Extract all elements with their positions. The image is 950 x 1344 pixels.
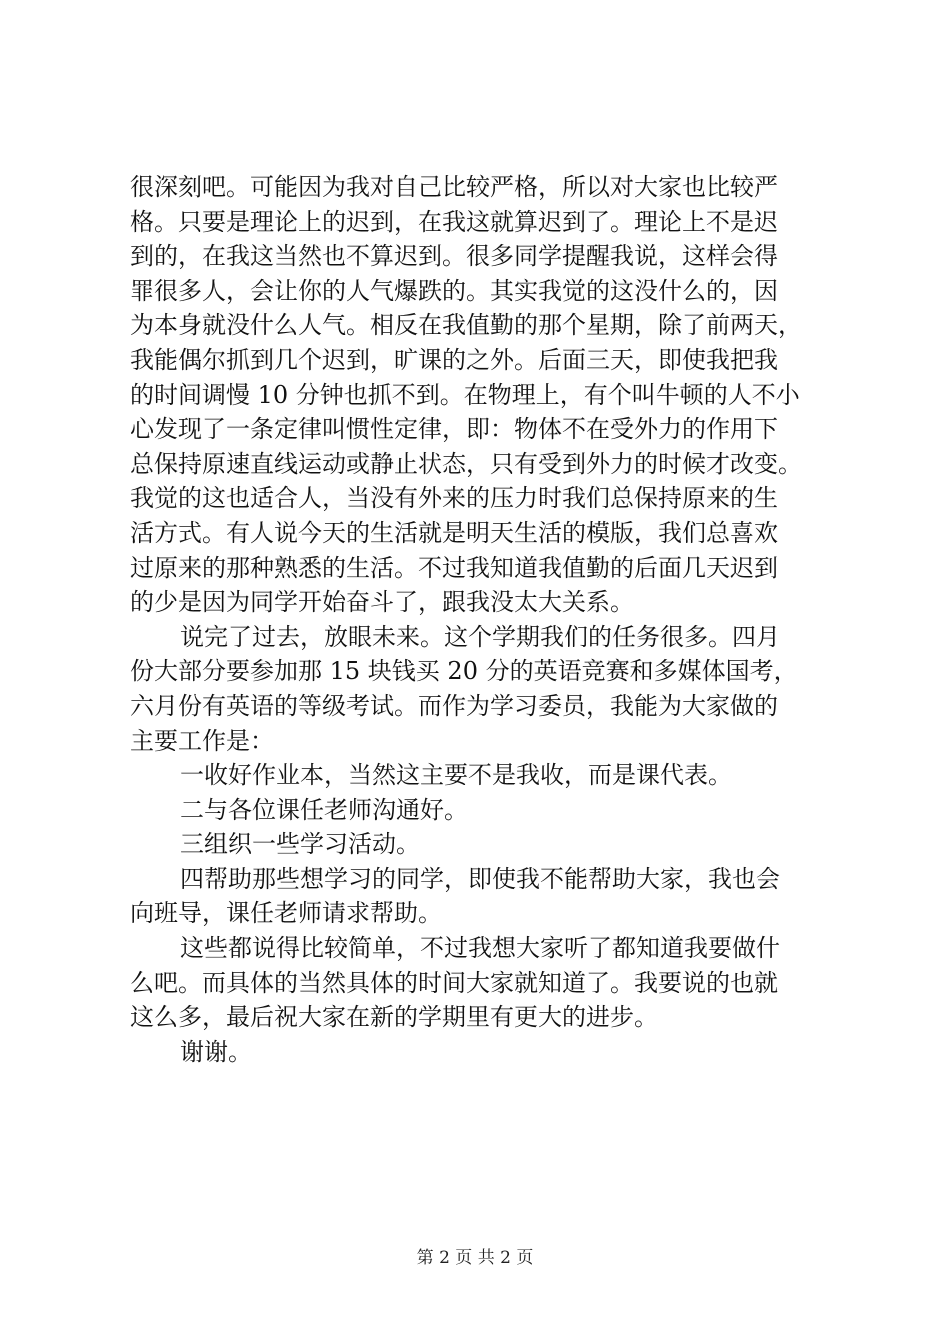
text-line: 到的，在我这当然也不算迟到。很多同学提醒我说，这样会得: [130, 242, 778, 271]
text-line: 四帮助那些想学习的同学，即使我不能帮助大家，我也会: [180, 864, 780, 893]
text-line: 为本身就没什么人气。相反在我值勤的那个星期，除了前两天，: [130, 311, 802, 340]
text-line: 格。只要是理论上的迟到，在我这就算迟到了。理论上不是迟: [130, 207, 778, 236]
text-line: 谢谢。: [180, 1037, 252, 1066]
text-line: 活方式。有人说今天的生活就是明天生活的模版，我们总喜欢: [130, 518, 778, 547]
text-line: 我能偶尔抓到几个迟到，旷课的之外。后面三天，即使我把我: [130, 345, 778, 374]
text-line: 过原来的那种熟悉的生活。不过我知道我值勤的后面几天迟到: [130, 553, 778, 582]
text-line: 心发现了一条定律叫惯性定律，即：物体不在受外力的作用下: [130, 415, 778, 444]
page-number-footer: 第 2 页 共 2 页: [416, 1248, 534, 1268]
text-line: 三组织一些学习活动。: [180, 830, 420, 859]
text-line: 主要工作是：: [130, 726, 274, 755]
text-line: 的时间调慢 10 分钟也抓不到。在物理上，有个叫牛顿的人不小: [130, 380, 800, 409]
text-line: 六月份有英语的等级考试。而作为学习委员，我能为大家做的: [130, 691, 778, 720]
text-line: 罪很多人，会让你的人气爆跌的。其实我觉的这没什么的，因: [130, 276, 778, 305]
text-line: 总保持原速直线运动或静止状态，只有受到外力的时候才改变。: [130, 449, 802, 478]
text-line: 说完了过去，放眼未来。这个学期我们的任务很多。四月: [180, 622, 780, 651]
text-line: 的少是因为同学开始奋斗了，跟我没太大关系。: [130, 588, 634, 617]
text-line: 二与各位课任老师沟通好。: [180, 795, 468, 824]
text-line: 很深刻吧。可能因为我对自己比较严格，所以对大家也比较严: [130, 173, 778, 201]
text-line: 我觉的这也适合人，当没有外来的压力时我们总保持原来的生: [130, 484, 778, 513]
text-line: 这些都说得比较简单，不过我想大家听了都知道我要做什: [180, 934, 780, 963]
text-line: 份大部分要参加那 15 块钱买 20 分的英语竞赛和多媒体国考，: [130, 657, 798, 686]
document-body: [130, 170, 845, 1069]
text-line: 向班导，课任老师请求帮助。: [130, 899, 442, 928]
text-line: 么吧。而具体的当然具体的时间大家就知道了。我要说的也就: [130, 968, 778, 997]
text-line: 这么多，最后祝大家在新的学期里有更大的进步。: [130, 1003, 658, 1032]
text-line: 一收好作业本，当然这主要不是我收，而是课代表。: [180, 761, 732, 790]
